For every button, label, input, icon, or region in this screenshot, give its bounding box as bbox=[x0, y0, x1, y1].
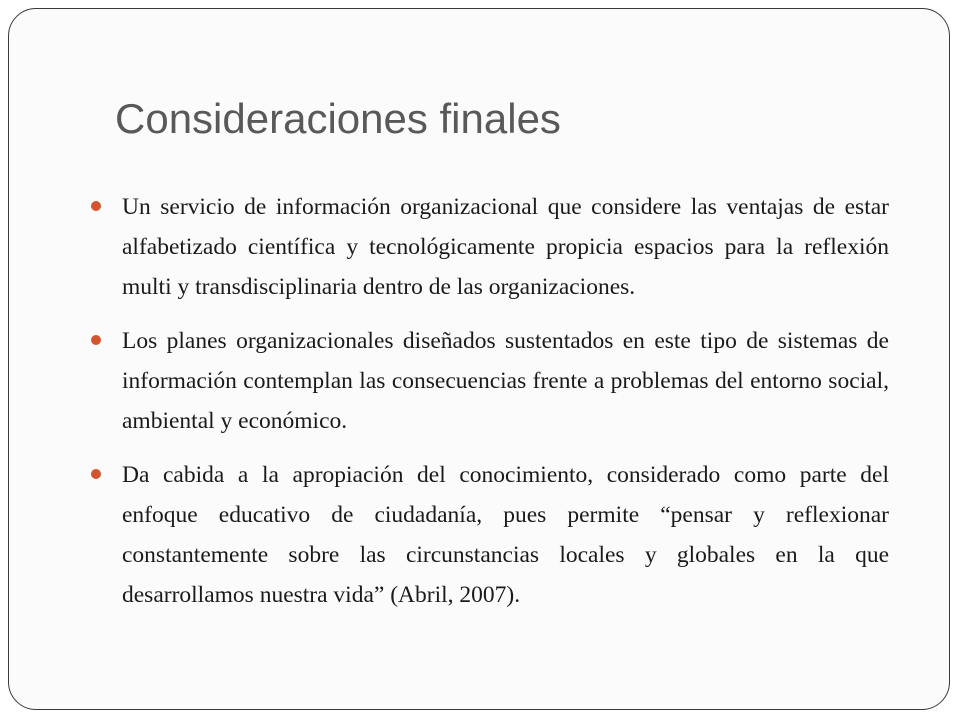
slide-frame bbox=[8, 8, 950, 710]
bullet-dot-icon bbox=[91, 469, 101, 479]
bullet-dot-icon bbox=[91, 335, 101, 345]
bullet-item-1 bbox=[89, 187, 889, 307]
bullet-item-3 bbox=[89, 455, 889, 615]
bullet-dot-icon bbox=[91, 201, 101, 211]
bullet-item-2 bbox=[89, 321, 889, 441]
slide-title: Consideraciones finales bbox=[115, 95, 561, 142]
bullet-text: Da cabida a la apropiación del conocimiento, considerado como parte del enfoque educativo de ciudadanía, pues permite “pensar y reflexionar constantemente sobre las circunstancias locales y globales en la que desarrollamos nuestra vida” (Abril, 2007). bbox=[122, 462, 889, 608]
bullet-text: Los planes organizacionales diseñados sustentados en este tipo de sistemas de información contemplan las consecuencias frente a problemas del entorno social, ambiental y económico. bbox=[122, 328, 889, 434]
bullet-list bbox=[89, 187, 889, 629]
bullet-text: Un servicio de información organizacional que considere las ventajas de estar alfabetizado científica y tecnológicamente propicia espacios para la reflexión multi y transdisciplinaria dentro de las organizaciones. bbox=[122, 194, 889, 300]
